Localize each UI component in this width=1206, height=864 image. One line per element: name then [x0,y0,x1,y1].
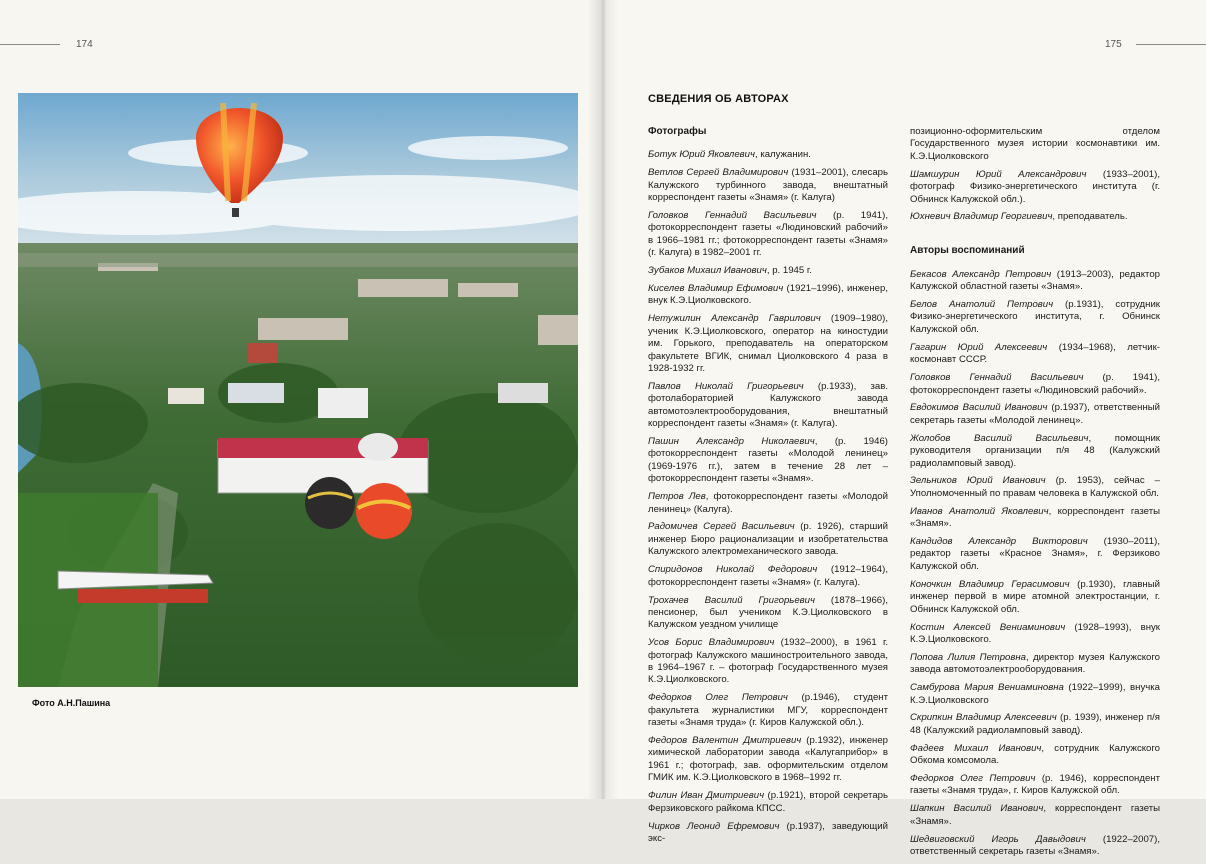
photographers-title: Фотографы [648,126,707,137]
bio-name: Нетужилин Александр Гаврилович [648,313,821,325]
bio-name: Чирков Леонид Ефремович [648,820,780,832]
left-page [0,0,603,799]
bio-name: Фадеев Михаил Иванович [910,742,1042,754]
bio-name: Павлов Николай Григорьевич [648,380,804,392]
bio-entry [648,821,888,846]
bio-text: (1921–1996), инженер, внук К.Э.Циолковского. [648,283,888,307]
bio-name: Жолобов Василий Васильевич [910,432,1089,444]
bio-text: (р.1932), инженер химической лаборатории завода «Калугаприбор» в 1961 г.; фотограф, зав. оформительским отделом ГМИК им. К.Э.Циолковского в 1968–1992 гг. [648,735,888,784]
bio-entry [648,436,888,486]
bio-entry [648,149,888,161]
bio-text: (1934–1968), летчик-космонавт СССР. [910,341,1160,366]
bio-entry [910,712,1160,737]
bio-name: Ветлов Сергей Владимирович [648,167,789,179]
bio-entry [910,803,1160,828]
bio-entry [648,790,888,815]
photographers-list [648,149,888,845]
bio-name: Юхневич Владимир Георгиевич [910,211,1053,223]
bio-name: Головков Геннадий Васильевич [910,372,1084,384]
bio-text: (р.1937), заведующий экс- [648,820,889,844]
bio-text: (р. 1941), фотокорреспондент газеты «Людиновский рабочий». [910,372,1160,396]
bio-entry [910,126,1160,163]
bio-name: Федорков Олег Петрович [910,773,1036,785]
bio-name: Трохачев Василий Григорьевич [648,594,815,606]
ground-balloon-2 [356,483,412,539]
bio-text: , корреспондент газеты «Знамя». [910,505,1160,530]
bio-entry [648,491,888,516]
bio-entry [910,506,1160,531]
bio-entry [648,595,888,632]
bio-name: Федорков Олег Петрович [648,692,788,704]
bio-entry [910,211,1160,223]
bio-text: , калужанин. [754,149,811,161]
bio-entry [910,372,1160,397]
bio-entry [910,834,1160,859]
bio-entry [648,210,888,260]
bio-text: (р.1937), ответственный секретарь газеты «Молодой ленинец». [910,402,1160,426]
bio-entry [910,743,1160,768]
text-column-1 [648,126,888,851]
bio-name: Радомичев Сергей Васильевич [648,521,795,533]
page-number-right: 175 [1105,39,1122,50]
bio-text: , сотрудник Калужского Обкома комсомола. [910,742,1160,767]
bio-name: Зубаков Михаил Иванович [648,265,767,277]
bio-text: , преподаватель. [1052,211,1128,223]
bio-name: Петров Лев [648,491,706,503]
bio-entry [910,536,1160,573]
authors-list [910,269,1160,859]
aerial-photo [18,93,578,687]
authors-title: Авторы воспоминаний [910,245,1025,257]
header-rule [1136,44,1206,45]
bio-text: , р. 1945 г. [766,265,812,277]
bio-text: (р.1933), зав. фотолабораторией Калужского завода автомотоэлектрооборудования, внештатный корреспондент газеты «Знамя» (г. Калуга). [648,380,888,430]
bio-text: , помощник руководителя организации п/я 48 (Калужский радиоламповый завод). [910,432,1161,469]
bio-entry [910,342,1160,367]
header-rule [0,44,60,45]
bio-text: (р.1921), второй секретарь Ферзиковского райкома КПСС. [648,790,888,814]
bio-entry [910,169,1160,206]
bio-text: (1878–1966), пенсионер, был учеником К.Э.Циолковского в Калужском уездном училище [648,594,888,631]
bio-text: , фотокорреспондент газеты «Молодой ленинец» (Калуга). [648,491,889,515]
bio-text: (р. 1926), старший инженер Бюро рационализации и изобретательства Калужского электромеханического завода. [648,521,888,558]
bio-text: (р.1931), сотрудник Физико-энергетического института, г. Обнинск Калужской обл. [910,299,1160,335]
bio-name: Федоров Валентин Дмитриевич [648,735,802,747]
bio-text: (1932–2000), в 1961 г. фотограф Калужского машиностроительного завода, в 1964–1967 г. – фотограф Государственного музея К.Э.Циолковского. [648,637,888,686]
bio-entry [648,735,888,785]
bio-name: Головков Геннадий Васильевич [648,210,817,222]
bio-name: Ботук Юрий Яковлевич [648,149,755,161]
bio-entry [648,313,888,375]
bio-text: (1912–1964), фотокорреспондент газеты «Знамя» (г. Калуга). [648,564,888,588]
bio-entry [910,299,1160,336]
section-heading: СВЕДЕНИЯ ОБ АВТОРАХ [648,93,789,105]
bio-name: Гагарин Юрий Алексеевич [910,341,1048,353]
bio-name: Иванов Анатолий Яковлевич [910,505,1049,517]
bio-text: (1933–2001), фотограф Физико-энергетического института (г. Обнинск Калужской обл.). [910,168,1160,205]
bio-text: (р. 1953), сейчас – Уполномоченный по правам человека в Калужской обл. [910,475,1160,499]
bio-entry [648,167,888,204]
bio-entry [648,283,888,308]
bio-text: (р. 1941), фотокорреспондент газеты «Людиновский рабочий» в 1966–1981 гг.; фотокорреспондент газеты «Знамя» (г. Калуга) в 1982–2001 гг. [648,210,888,259]
bio-text: (1930–2011), редактор газеты «Красное Знамя», г. Ферзиково Калужской обл. [910,536,1160,572]
bio-name: Спиридонов Николай Федорович [648,564,818,576]
bio-name: Шамшурин Юрий Александрович [910,168,1087,180]
bio-text: (1928–1993), внук К.Э.Циолковского. [910,621,1161,645]
bio-entry [648,521,888,558]
bio-entry [910,475,1160,500]
bio-entry [910,652,1160,677]
bio-entry [910,433,1160,470]
photographers-list-cont [910,126,1160,224]
bio-name: Усов Борис Владимирович [648,637,775,649]
bio-text: (р. 1939), инженер п/я 48 (Калужский радиоламповый завод). [910,712,1160,736]
bio-text: (р.1946), студент факультета журналистики МГУ, корреспондент газеты «Знамя труда» (г. Киров Калужской обл.). [648,692,888,729]
photo-caption: Фото А.Н.Пашина [32,698,111,708]
bio-entry [910,682,1160,707]
bio-text: (1909–1980), ученик К.Э.Циолковского, оператор на киностудии им. Горького, преподаватель на операторском факультете ВГИК, снимал Циолковского 4 раза в 1928-1932 гг. [648,313,888,374]
bio-name: Пашин Александр Николаевич [648,436,815,448]
bio-text: , директор музея Калужского завода автомотоэлектрооборудования. [910,651,1161,676]
bio-name: Шапкин Василий Иванович [910,803,1044,815]
ground-balloon-1 [305,477,355,529]
bio-entry [910,773,1160,798]
bio-name: Кандидов Александр Викторович [910,536,1088,548]
bio-text: (р. 1946), корреспондент газеты «Знамя труда», г. Киров Калужской обл. [910,773,1160,797]
bio-name: Филин Иван Дмитриевич [648,790,765,802]
bio-entry [648,564,888,589]
bio-text: , (р. 1946) фотокорреспондент газеты «Молодой ленинец» (1969-1976 гг.), затем в течение 28 лет – фотокорреспондент газеты «Знамя». [648,436,889,485]
bio-text: , корреспондент газеты «Знамя». [910,803,1161,827]
bio-name: Шедвиговский Игорь Давыдович [910,833,1086,845]
bio-name: Костин Алексей Вениаминович [910,621,1066,633]
text-column-2 [910,126,1160,864]
planetarium-dome [358,433,398,461]
bio-entry [648,692,888,729]
bio-text: (1922–2007), ответственный секретарь газеты «Знамя». [910,833,1160,858]
bio-entry [648,637,888,687]
bio-entry [910,269,1160,294]
page-number-left: 174 [76,39,93,50]
bio-name: Самбурова Мария Вениаминовна [910,682,1064,694]
bio-text: (р.1930), главный инженер первой в мире атомной электростанции, г. Обнинск Калужской обл. [910,578,1160,615]
bio-name: Попова Лилия Петровна [910,651,1026,663]
bio-name: Евдокимов Василий Иванович [910,402,1048,414]
bio-name: Киселев Владимир Ефимович [648,283,784,295]
bio-entry [648,381,888,431]
bio-text: (1913–2003), редактор Калужской областной газеты «Знамя». [910,268,1161,293]
bio-text: позиционно-оформительским отделом Государственного музея истории космонавтики им. К.Э.Циолковского [910,126,1160,162]
bio-name: Зельников Юрий Иванович [910,475,1046,487]
bio-entry [910,579,1160,616]
bio-text: (1922–1999), внучка К.Э.Циолковского [910,682,1160,706]
bio-name: Белов Анатолий Петрович [910,299,1054,311]
bio-name: Бекасов Александр Петрович [910,268,1052,280]
bio-entry [648,265,888,277]
bio-name: Коночкин Владимир Герасимович [910,578,1070,590]
bio-text: (1931–2001), слесарь Калужского турбинного завода, внештатный корреспондент газеты «Знамя» (г. Калуга) [648,167,889,204]
bio-entry [910,622,1160,647]
bio-entry [910,402,1160,427]
bio-name: Скрипкин Владимир Алексеевич [910,712,1057,724]
